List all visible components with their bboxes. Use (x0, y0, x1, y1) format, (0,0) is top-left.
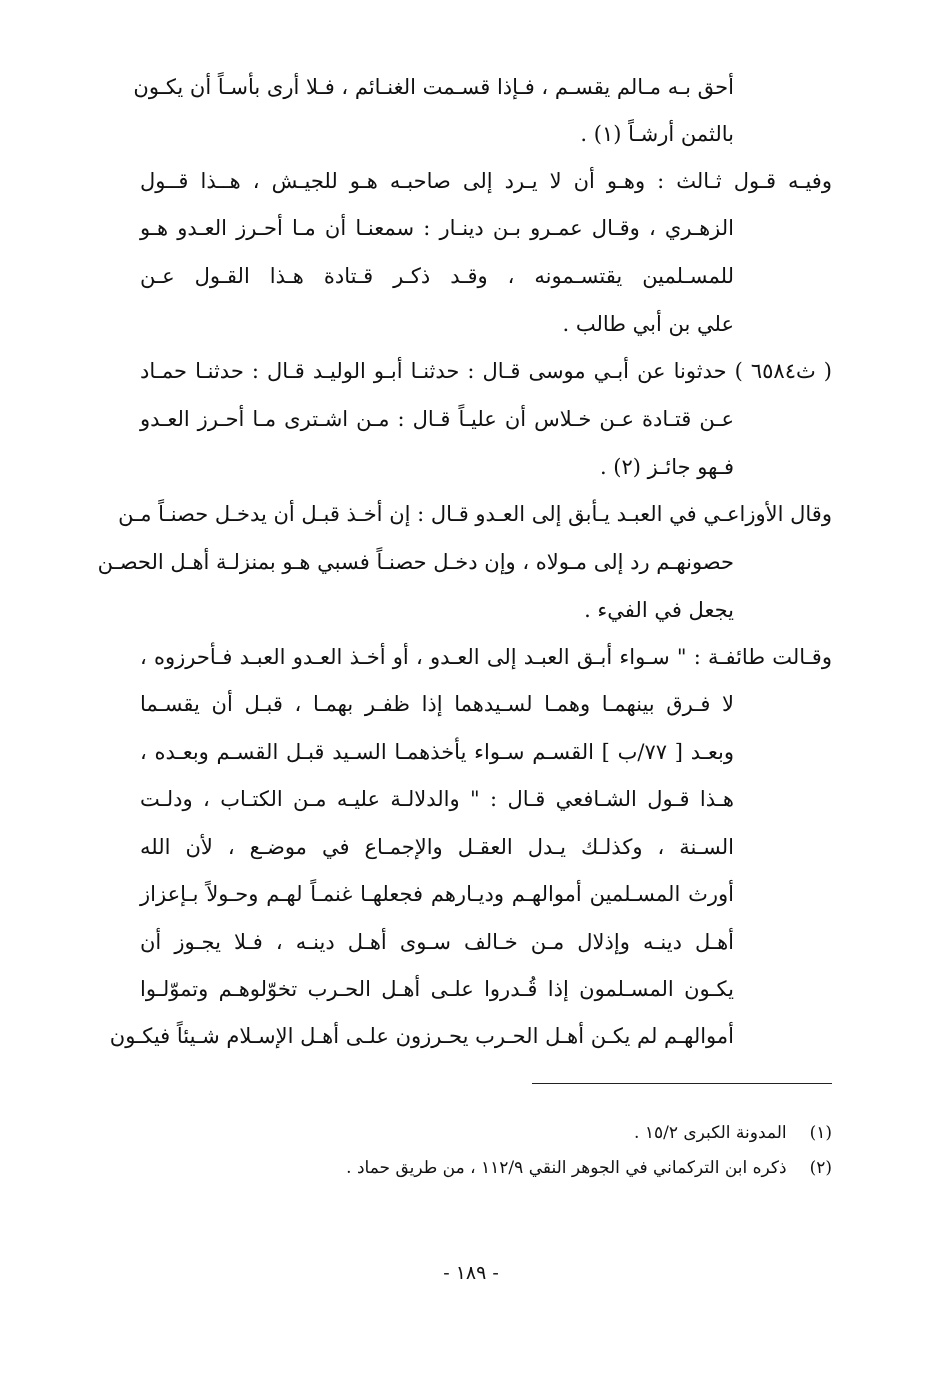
text-line: وقـالت طائفـة : " سـواء أبـق العبـد إلى العـدو ، أو أخـذ العـدو العبـد فـأحرزوه ، (140, 645, 832, 669)
text-line: للمسـلمين يقتسـمونه ، وقـد ذكـر قـتادة هـذا القـول عـن (140, 264, 734, 288)
text-line: السـنة ، وكذلـك يـدل العقـل والإجمـاع في موضـع ، لأن الله (140, 835, 734, 859)
footnote-number: (٢) (809, 1158, 832, 1178)
text-line: ( ث٦٥٨٤ ) حدثونا عن أبـي موسى قـال : حدثنـا أبـو الوليـد قـال : حدثنـا حمـاد (140, 359, 832, 383)
footnote-text: المدونة الكبرى ١٥/٢ . (634, 1123, 787, 1143)
text-line: حصونهـم رد إلى مـولاه ، وإن دخـل حصنـاً فسبي هـو بمنزلـة أهـل الحصـن (97, 550, 734, 574)
text-line: علي بن أبي طالب . (562, 312, 734, 336)
footnote (346, 1155, 832, 1181)
text-line: وبعـد [ ٧٧/ب ] القسـم سـواء يأخذهمـا السـيد قبـل القسـم وبعـده ، (140, 740, 735, 764)
text-line: أهـل دينـه وإذلال مـن خـالف سـوى أهـل دينـه ، فـلا يجـوز أن (140, 930, 734, 954)
text-line: يجعل في الفيء . (584, 598, 734, 622)
text-line: وفيـه قـول ثـالث : وهـو أن لا يـرد إلى صاحبـه هـو للجيـش ، هــذا قــول (140, 169, 832, 193)
footnote (634, 1120, 832, 1146)
text-line: فـهو جائـز (٢) . (599, 455, 734, 479)
text-line: عـن قتـادة عـن خـلاس أن عليـاً قـال : مـن اشـترى مـا أحـرز العـدو (140, 407, 734, 431)
text-line: وقال الأوزاعـي في العبـد يـأبق إلى العـدو قـال : إن أخـذ قبـل أن يدخـل حصنـاً مـن (118, 502, 832, 526)
text-line: أورث المسـلمين أموالهـم وديـارهم فجعلهـا غنمـاً لهـم وحـولاً بـإعزاز (140, 882, 734, 906)
text-line: لا فـرق بينهمـا وهمـا لسـيدهما إذا ظفـر بهمـا ، قبـل أن يقسـما (140, 692, 734, 716)
text-line: الزهـري ، وقـال عمـرو بـن دينـار : سمعنـا أن مـا أحـرز العـدو هـو (140, 216, 734, 240)
page-number: - ١٨٩ - (443, 1262, 499, 1284)
footnote-number: (١) (809, 1123, 832, 1143)
text-line: هـذا قـول الشـافعي قـال : " والدلالـة عليـه مـن الكتـاب ، ودلـت (140, 787, 734, 811)
footnote-text: ذكره ابن التركماني في الجوهر النقي ١١٢/٩ ، من طريق حماد . (346, 1158, 787, 1178)
text-line: بالثمن أرشـاً (١) . (580, 122, 734, 146)
footnote-divider (532, 1083, 832, 1084)
text-line: أحق بـه مـالم يقسـم ، فـإذا قسـمت الغنـائم ، فـلا أرى بأسـاً أن يكـون (133, 75, 734, 99)
text-line: أموالهـم لم يكـن أهـل الحـرب يحـرزون علـى أهـل الإسـلام شـيئاً فيكـون (109, 1024, 734, 1048)
text-line: يكـون المسـلمون إذا قُـدروا علـى أهـل الحـرب تخوّلوهـم وتموّلـوا (140, 977, 734, 1001)
